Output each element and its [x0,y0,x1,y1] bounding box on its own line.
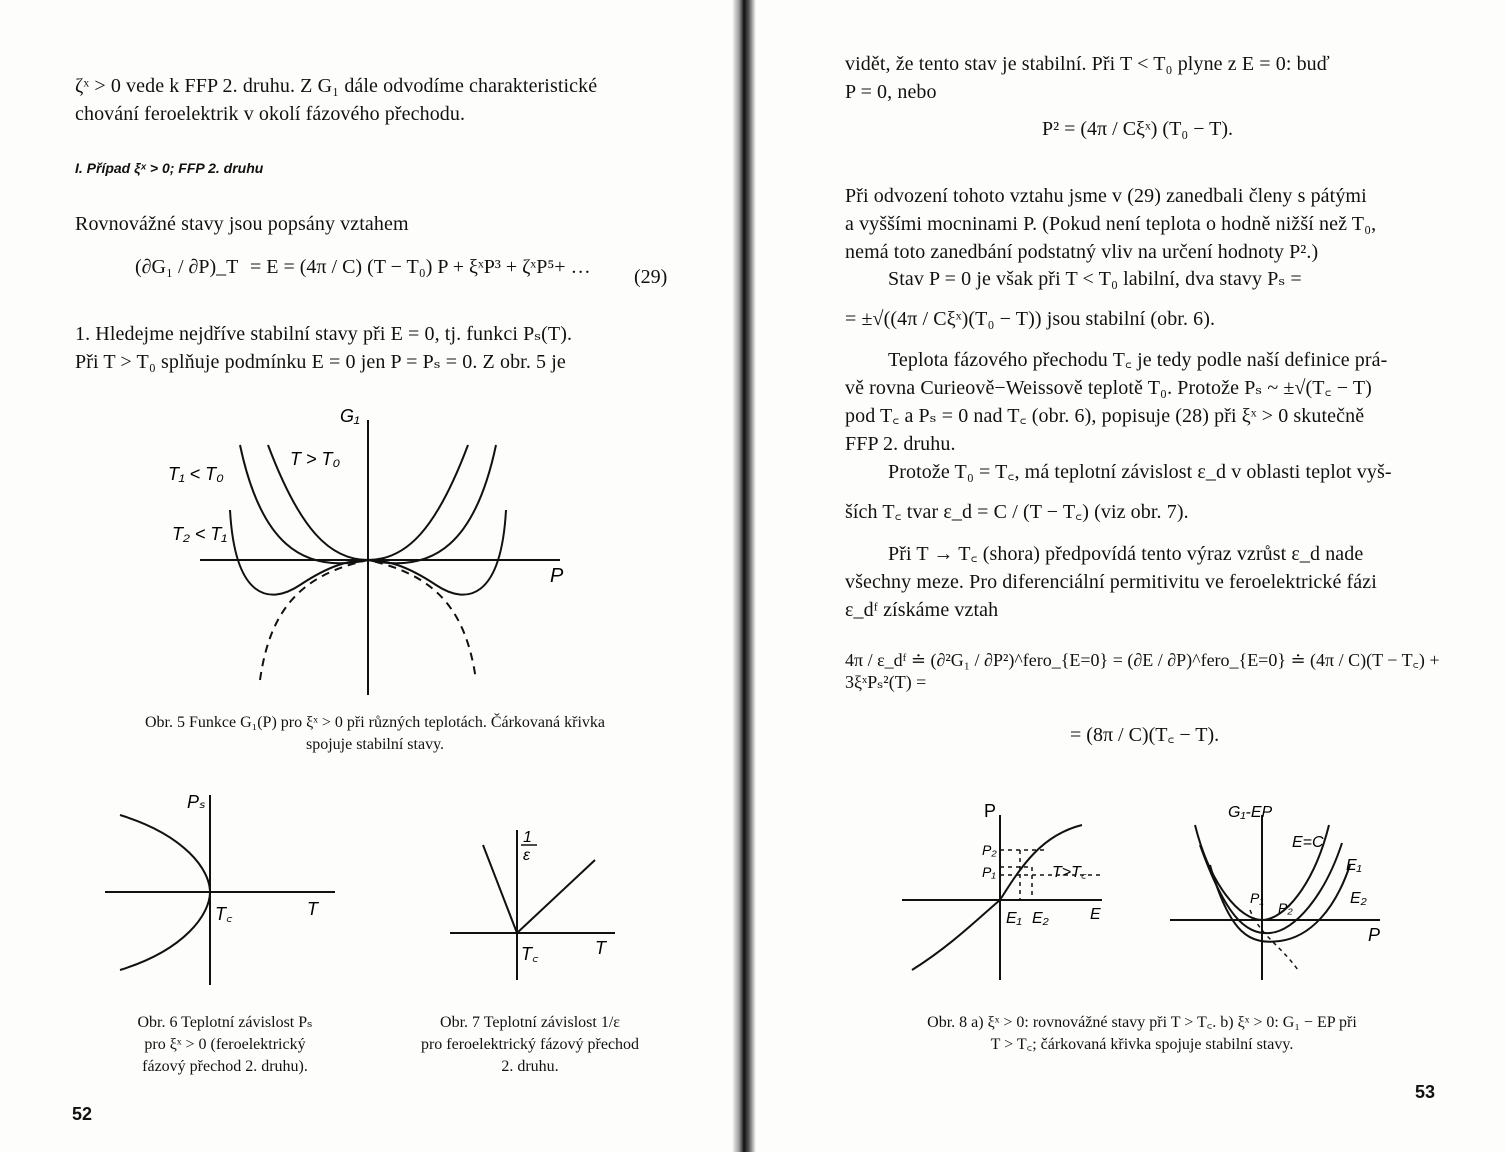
paragraph-3-line-2: = ±√((4π / Cξˣ)(T₀ − T)) jsou stabilní (obr. 6). [845,308,1216,330]
label-g-ep: G₁-EP [1228,804,1273,821]
label-t2: T₂ < T₁ [172,524,228,544]
figure-8b [1170,795,1390,990]
figure-8a [902,795,1122,985]
intro-line-1: ζˣ > 0 vede k FFP 2. druhu. Z G₁ dále odvodíme charakteristické [75,75,598,97]
paragraph-4: Teplota fázového přechodu T꜀ je tedy podle naší definice prá- vě rovna Curieově−Weissově teplotě T₀. Protože Pₛ ~ ±√(T꜀ − T) pod T꜀ a Pₛ = 0 nad T꜀ (obr. 6), popisuje (28) při ξˣ > 0 skutečně FFP 2. druhu. [845,349,1388,455]
label-p: P [550,565,564,587]
figure-8-caption-2: T > T꜀; čárkovaná křivka spojuje stabilní stavy. [990,1036,1294,1053]
figure-5-caption-1: Obr. 5 Funkce G₁(P) pro ξˣ > 0 při různých teplotách. Čárkovaná křivka [144,714,606,731]
equation-29-lhs: (∂G₁ / ∂P)_T [135,256,239,278]
paragraph-5-line-1: Protože T₀ = T꜀, má teplotní závislost ε_d v oblasti teplot vyš- [888,461,1392,483]
right-line-2: P = 0, nebo [845,81,937,103]
label-e1: E₁ [1346,857,1362,874]
figure-5-caption-2: spojuje stabilní stavy. [305,736,445,753]
figure-5 [150,400,580,700]
label-g1: G₁ [340,406,360,426]
paragraph-3-line-1: Stav P = 0 je však při T < T₀ labilní, dva stavy Pₛ = [888,268,1302,290]
figure-7 [445,820,625,985]
label-t1: T₁ < T₀ [168,464,224,484]
paragraph-6: Při T → T꜀ (shora) předpovídá tento výraz vzrůst ε_d nade všechny meze. Pro diferenciální permitivitu ve feroelektrické fázi ε_dᶠ získáme vztah [845,543,1377,621]
right-page [752,0,1506,1152]
equilibrium-intro: Rovnovážné stavy jsou popsány vztahem [75,213,409,235]
label-p: P [984,801,997,821]
label-inv-eps-den: ε [523,847,531,864]
equation-29-number: (29) [634,266,668,288]
equation-29-rhs: = E = (4π / C) (T − T₀) P + ξˣP³ + ζˣP⁵+ … [250,256,591,278]
label-p: P [1368,925,1381,945]
label-e1: E₁ [1006,910,1022,927]
label-t: T [307,899,318,919]
figure-7-caption: Obr. 7 Teplotní závislost 1/ε pro feroelektrický fázový přechod 2. druhu. [420,1014,640,1075]
page-number-right: 53 [1415,1082,1436,1102]
section-heading: I. Případ ξˣ > 0; FFP 2. druhu [75,160,264,176]
label-inv-eps-num: 1 [523,829,532,846]
label-tc: T꜀ [215,904,233,924]
label-p2: P₂ [1278,900,1293,916]
equation-permittivity-line-2: = (8π / C)(T꜀ − T). [1070,724,1220,746]
label-t-gt-tc: T>T꜀ [1052,864,1087,881]
left-page [0,0,740,1152]
label-ps: Pₛ [187,792,206,812]
figure-6 [105,780,345,990]
label-e: E [1090,906,1101,923]
paragraph-1-line-2: Při T > T₀ splňuje podmínku E = 0 jen P = Pₛ = 0. Z obr. 5 je [75,351,566,373]
intro-line-2: chování feroelektrik v okolí fázového přechodu. [75,103,466,125]
label-p1: P₁ [1250,890,1264,906]
label-p1: P₁ [982,864,996,880]
line-left [483,845,517,933]
label-e2: E₂ [1032,910,1049,927]
equation-p-squared: P² = (4π / Cξˣ) (T₀ − T). [1042,118,1234,140]
figure-8-caption-1: Obr. 8 a) ξˣ > 0: rovnovážné stavy při T > T꜀. b) ξˣ > 0: G₁ − EP při [927,1014,1357,1031]
line-right [517,860,595,933]
figure-6-caption: Obr. 6 Teplotní závislost Pₛ pro ξˣ > 0 (feroelektrický fázový přechod 2. druhu). [137,1014,313,1075]
label-e-eq-c: E=C [1292,834,1324,851]
page-number-left: 52 [72,1104,93,1124]
p-of-e-curve [912,825,1082,970]
paragraph-5-line-2: ších T꜀ tvar ε_d = C / (T − T꜀) (viz obr. 7). [845,501,1189,523]
equation-permittivity-line-1: 4π / ε_dᶠ ≐ (∂²G₁ / ∂P²)^fero_{E=0} = (∂E / ∂P)^fero_{E=0} ≐ (4π / C)(T − T꜀) + 3ξˣPₛ²(T) = [845,650,1440,692]
paragraph-2: Při odvození tohoto vztahu jsme v (29) zanedbali členy s pátými a vyššími mocninami P. (Pokud není teplota o hodně nižší než T₀, nemá toto zanedbání podstatný vliv na určení hodnoty P².) [845,185,1377,263]
label-tc: T꜀ [521,944,539,964]
right-line-1: vidět, že tento stav je stabilní. Při T < T₀ plyne z E = 0: buď [845,53,1330,75]
label-e2: E₂ [1350,890,1367,907]
label-t-above: T > T₀ [290,449,341,469]
label-p2: P₂ [982,842,997,858]
label-t: T [595,938,606,958]
paragraph-1-line-1: 1. Hledejme nejdříve stabilní stavy při E = 0, tj. funkci Pₛ(T). [75,323,573,345]
